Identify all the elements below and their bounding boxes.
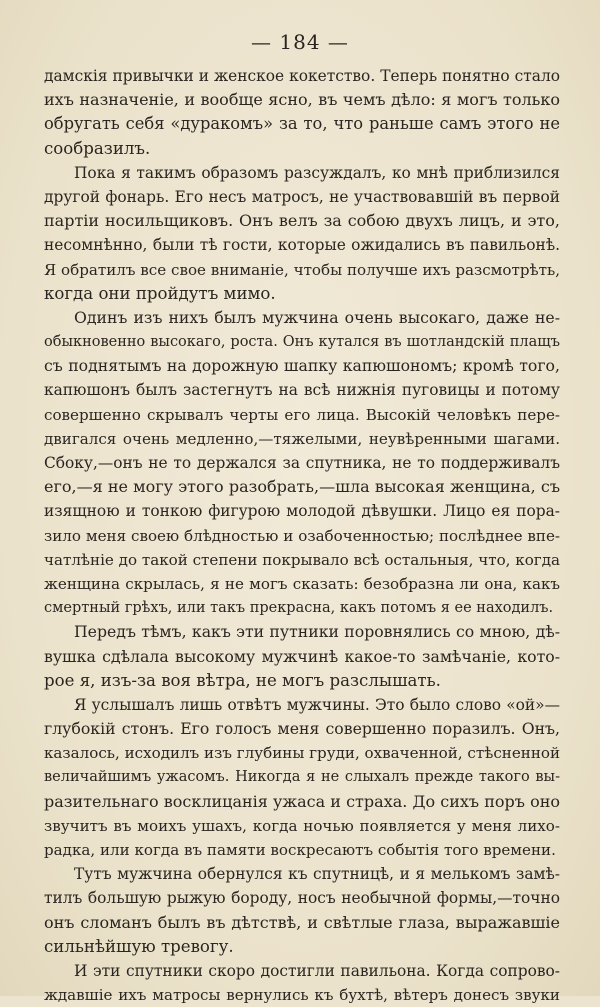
text-line: рое я, изъ-за воя вѣтра, не могъ разслышать.	[44, 670, 441, 690]
text-line: зило меня своею блѣдностью и озабоченностью; послѣднее впе-	[44, 526, 560, 545]
text-line: несомнѣнно, были тѣ гости, которые ожидались въ павильонѣ.	[44, 236, 560, 255]
text-line: ихъ назначеніе, и вообще ясно, въ чемъ дѣло: я могъ только	[44, 90, 560, 110]
text-line: разительнаго восклицанія ужаса и страха. До сихъ поръ оно	[44, 791, 560, 811]
text-line: Пока я такимъ образомъ разсуждалъ, ко мнѣ приблизился	[74, 163, 560, 182]
text-line: дамскія привычки и женское кокетство. Теперь понятно стало	[44, 67, 560, 85]
text-line: сообразилъ.	[44, 138, 151, 158]
body-text	[44, 64, 560, 1007]
text-line: величайшимъ ужасомъ. Никогда я не слыхалъ прежде такого вы-	[44, 769, 560, 786]
text-line: звучитъ въ моихъ ушахъ, когда ночью появляется у меня лихо-	[44, 816, 560, 835]
text-line: смертный грѣхъ, или такъ прекрасна, какъ потомъ я ее находилъ.	[44, 600, 554, 617]
text-line: тилъ большую рыжую бороду, носъ необычной формы,—точно	[44, 889, 560, 908]
page-number: — 184 —	[251, 30, 349, 54]
text-line: двигался очень медленно,—тяжелыми, неувѣренными шагами.	[44, 429, 560, 448]
text-line: Сбоку,—онъ не то держался за спутника, не то поддерживалъ	[44, 454, 560, 472]
text-line: его,—я не могу этого разобрать,—шла высокая женщина, съ	[44, 477, 560, 497]
text-line: онъ сломанъ былъ въ дѣтствѣ, и свѣтлые глаза, выражавшіе	[44, 912, 560, 932]
text-line: И эти спутники скоро достигли павильона. Когда сопрово-	[74, 961, 560, 980]
text-line: совершенно скрывалъ черты его лица. Высокій человѣкъ пере-	[44, 405, 560, 424]
text-line: чатлѣніе до такой степени покрывало всѣ остальныя, что, когда	[44, 550, 560, 569]
text-line: капюшонъ былъ застегнутъ на всѣ нижнія пуговицы и потому	[44, 381, 560, 400]
text-line: другой фонарь. Его несъ матросъ, не участвовавшій въ первой	[44, 187, 560, 206]
text-line: обыкновенно высокаго, роста. Онъ кутался въ шотландскій плащъ	[44, 334, 560, 351]
text-line: казалось, исходилъ изъ глубины груди, охваченной, стѣсненной	[44, 744, 560, 763]
text-line: женщина скрылась, я не могъ сказать: безобразна ли она, какъ	[44, 574, 560, 593]
text-line: Я услышалъ лишь отвѣтъ мужчины. Это было слово «ой»—	[74, 695, 560, 714]
text-line: партіи носильщиковъ. Онъ велъ за собою двухъ лицъ, и это,	[44, 211, 560, 231]
text-line: глубокій стонъ. Его голосъ меня совершенно поразилъ. Онъ,	[44, 719, 560, 739]
text-line: Одинъ изъ нихъ былъ мужчина очень высокаго, даже не-	[74, 307, 560, 327]
text-line: радка, или когда въ памяти воскресаютъ событія того времени.	[44, 841, 556, 859]
text-line: обругать себя «дуракомъ» за то, что раньше самъ этого не	[44, 114, 560, 134]
text-line: Я обратилъ все свое вниманіе, чтобы получше ихъ разсмотрѣть,	[44, 260, 560, 279]
text-line: изящною и тонкою фигурою молодой дѣвушки. Лицо ея пора-	[44, 502, 560, 521]
text-line: когда они пройдутъ мимо.	[44, 283, 276, 303]
text-line: ждавшіе ихъ матросы вернулись къ бухтѣ, вѣтеръ донесъ звуки	[44, 986, 560, 1005]
text-line: сильнѣйшую тревогу.	[44, 936, 234, 956]
text-line: Тутъ мужчина обернулся къ спутницѣ, и я мелькомъ замѣ-	[74, 865, 560, 884]
text-line: съ поднятымъ на дорожную шапку капюшономъ; кромѣ того,	[44, 356, 560, 376]
text-line: вушка сдѣлала высокому мужчинѣ какое-то замѣчаніе, кото-	[44, 646, 560, 666]
text-line: Передъ тѣмъ, какъ эти путники поровнялись со мною, дѣ-	[74, 622, 560, 642]
